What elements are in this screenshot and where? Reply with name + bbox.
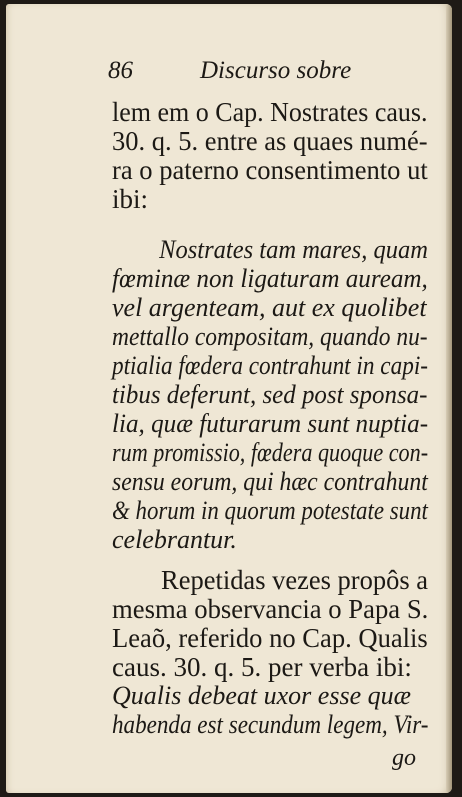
quote-line: rum promissio, fœdera quoque con- [112, 438, 429, 467]
catchword: go [392, 745, 416, 771]
quote-line: vel argenteam, aut ex quolibet [112, 293, 427, 322]
quote-line: & horum in quorum potestate sunt [112, 496, 428, 525]
quote-line: fœminæ non ligaturam auream, [112, 264, 428, 293]
text-line: Leaõ, referido no Cap. Qualis [112, 623, 428, 653]
text-line: ibi: [112, 184, 149, 214]
quote-line: Qualis debeat uxor esse quæ [112, 681, 411, 710]
page-edge [446, 4, 452, 793]
quote-line: Nostrates tam mares, quam [159, 235, 428, 264]
quote-line: ptialia fœdera contrahunt in capi- [112, 351, 429, 380]
text-line: caus. 30. q. 5. per verba ibi: [112, 652, 412, 682]
text-line: Repetidas vezes propôs a [161, 565, 429, 595]
quote-line: sensu eorum, qui hæc contrahunt [112, 467, 428, 496]
quote-line: tibus deferunt, sed post sponsa- [112, 380, 428, 409]
text-line: ra o paterno consentimento ut [112, 155, 428, 185]
text-line: mesma observancia o Papa S. [112, 594, 429, 624]
quote-line: celebrantur. [112, 525, 237, 554]
page-number: 86 [108, 57, 133, 84]
quote-line: lia, quæ futurarum sunt nuptia- [112, 409, 429, 438]
quote-line: mettallo compositam, quando nu- [112, 322, 428, 351]
quote-line: habenda est secundum legem, Vir- [112, 710, 429, 739]
text-line: 30. q. 5. entre as quaes numé- [112, 126, 428, 156]
running-title: Discurso sobre [200, 57, 352, 84]
text-line: lem em o Cap. Nostrates caus. [112, 97, 428, 127]
